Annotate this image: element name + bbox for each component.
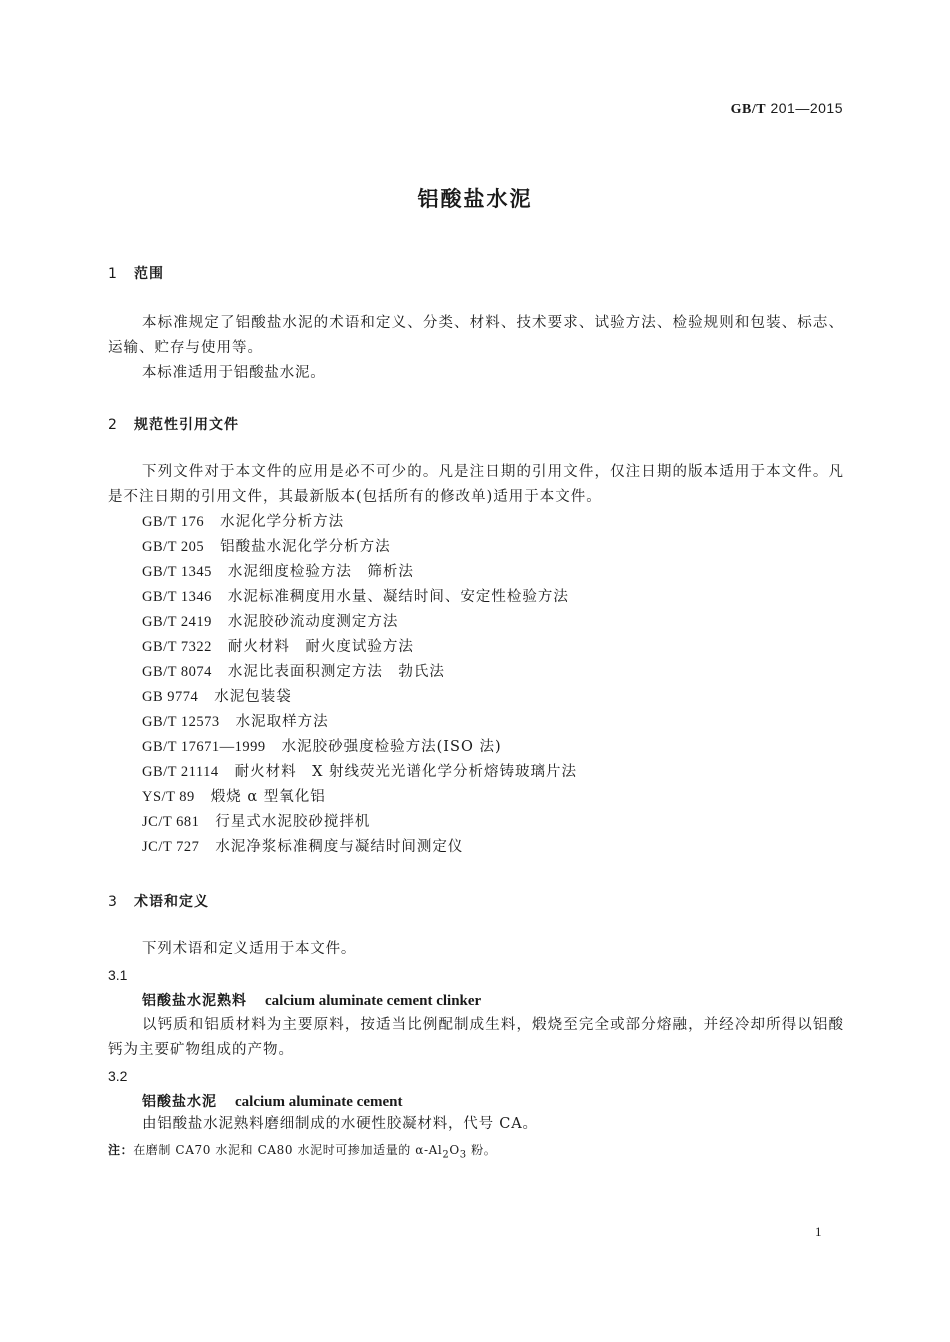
- section-title: 规范性引用文件: [134, 417, 239, 433]
- reference-code: JC/T 727: [142, 839, 200, 855]
- reference-name: 水泥胶砂流动度测定方法: [227, 614, 399, 630]
- term-heading: [142, 990, 481, 1010]
- reference-item: [142, 660, 445, 685]
- reference-code: GB/T 7322: [142, 639, 212, 655]
- page-number: 1: [815, 1224, 822, 1239]
- reference-code: GB 9774: [142, 689, 199, 705]
- reference-item: [142, 535, 391, 560]
- section-3-heading: [108, 891, 209, 911]
- note-subscript: 3: [459, 1149, 467, 1161]
- term-definition: 由铝酸盐水泥熟料磨细制成的水硬性胶凝材料，代号 CA。: [142, 1116, 538, 1132]
- reference-code: GB/T 2419: [142, 614, 212, 630]
- document-id: [731, 100, 843, 118]
- reference-name: 煅烧 α 型氧化铝: [210, 789, 326, 805]
- reference-item: [142, 710, 329, 735]
- note-text: O: [449, 1143, 460, 1157]
- reference-code: GB/T 12573: [142, 714, 220, 730]
- reference-code: GB/T 8074: [142, 664, 212, 680]
- reference-item: [142, 560, 414, 585]
- reference-name: 水泥化学分析方法: [220, 514, 345, 530]
- section-title: 范围: [134, 266, 164, 282]
- reference-code: JC/T 681: [142, 814, 200, 830]
- reference-name: 水泥比表面积测定方法 勃氏法: [227, 664, 445, 680]
- section-number: 2: [108, 417, 118, 433]
- section-3-intro: 下列术语和定义适用于本文件。: [142, 941, 357, 957]
- term-number: 3.1: [108, 967, 128, 983]
- term-english: calcium aluminate cement clinker: [265, 993, 482, 1009]
- reference-item: [142, 785, 326, 810]
- reference-item: [142, 760, 577, 785]
- note-text: 在磨制 CA70 水泥和 CA80 水泥时可掺加适量的 α-Al: [133, 1143, 443, 1157]
- term-chinese: 铝酸盐水泥熟料: [142, 993, 247, 1009]
- term-definition: 以钙质和铝质材料为主要原料，按适当比例配制成生料，煅烧至完全或部分熔融，并经冷却所得以铝酸钙为主要矿物组成的产物。: [108, 1017, 844, 1058]
- reference-name: 水泥包装袋: [214, 689, 292, 705]
- note: [108, 1141, 496, 1160]
- doc-id-prefix: GB/T: [730, 102, 767, 117]
- section-1-paragraph-2: 本标准适用于铝酸盐水泥。: [142, 365, 326, 381]
- reference-name: 铝酸盐水泥化学分析方法: [220, 539, 391, 555]
- page-title: 铝酸盐水泥: [417, 187, 533, 211]
- reference-name: 行星式水泥胶砂搅拌机: [215, 814, 371, 830]
- reference-name: 水泥胶砂强度检验方法(ISO 法): [281, 739, 502, 755]
- reference-code: YS/T 89: [142, 789, 195, 805]
- section-number: 3: [108, 894, 118, 910]
- reference-item: [142, 810, 370, 835]
- section-1-heading: [108, 263, 164, 283]
- reference-name: 耐火材料 耐火度试验方法: [227, 639, 414, 655]
- reference-item: [142, 835, 463, 860]
- reference-name: 水泥净浆标准稠度与凝结时间测定仪: [215, 839, 464, 855]
- reference-code: GB/T 176: [142, 514, 205, 530]
- reference-code: GB/T 1345: [142, 564, 212, 580]
- term-chinese: 铝酸盐水泥: [142, 1094, 217, 1110]
- term-english: calcium aluminate cement: [235, 1094, 403, 1110]
- reference-name: 水泥细度检验方法 筛析法: [227, 564, 414, 580]
- reference-name: 耐火材料 X 射线荧光光谱化学分析熔铸玻璃片法: [234, 764, 578, 780]
- reference-code: GB/T 17671—1999: [142, 739, 266, 755]
- reference-item: [142, 635, 414, 660]
- reference-code: GB/T 21114: [142, 764, 219, 780]
- section-1-paragraph-1: 本标准规定了铝酸盐水泥的术语和定义、分类、材料、技术要求、试验方法、检验规则和包装、标志、运输、贮存与使用等。: [108, 315, 844, 356]
- reference-code: GB/T 205: [142, 539, 205, 555]
- reference-item: [142, 585, 569, 610]
- section-2-heading: [108, 414, 239, 434]
- reference-name: 水泥取样方法: [235, 714, 329, 730]
- section-2-intro: 下列文件对于本文件的应用是必不可少的。凡是注日期的引用文件，仅注日期的版本适用于本文件。凡是不注日期的引用文件，其最新版本(包括所有的修改单)适用于本文件。: [108, 464, 844, 505]
- reference-item: [142, 610, 398, 635]
- reference-item: [142, 510, 344, 535]
- doc-id-number: 201—2015: [770, 100, 843, 116]
- term-heading: [142, 1091, 402, 1111]
- section-title: 术语和定义: [134, 894, 209, 910]
- note-text: 粉。: [466, 1143, 497, 1157]
- section-number: 1: [108, 266, 118, 282]
- note-label: 注：: [108, 1143, 134, 1157]
- term-number: 3.2: [108, 1068, 128, 1084]
- reference-code: GB/T 1346: [142, 589, 212, 605]
- note-subscript: 2: [442, 1149, 450, 1161]
- reference-item: [142, 735, 502, 760]
- reference-item: [142, 685, 292, 710]
- reference-name: 水泥标准稠度用水量、凝结时间、安定性检验方法: [227, 589, 569, 605]
